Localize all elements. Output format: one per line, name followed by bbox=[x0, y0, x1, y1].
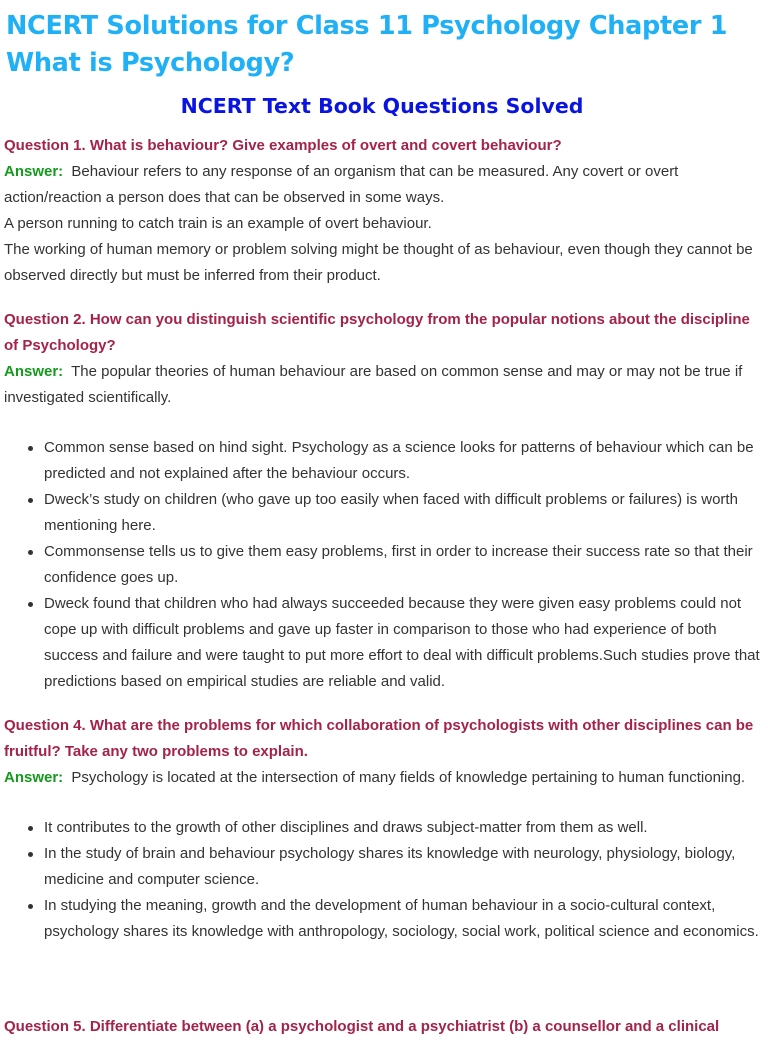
bullet-dot-icon bbox=[28, 852, 33, 857]
bullet-dot-icon bbox=[28, 904, 33, 909]
page-title: NCERT Solutions for Class 11 Psychology Chapter 1 What is Psychology? bbox=[6, 11, 728, 78]
answer-body: The popular theories of human behaviour are based on common sense and may or may not be true if investigated scientifically. bbox=[4, 363, 743, 406]
answer-paragraph: The working of human memory or problem solving might be thought of as behaviour, even though they cannot be observed directly but must be inferred from their product. bbox=[4, 241, 753, 284]
qa-block-2 bbox=[4, 307, 760, 695]
qa-block-1 bbox=[4, 133, 760, 289]
answer-label: Answer: bbox=[4, 163, 64, 180]
answer-body: Psychology is located at the intersection of many fields of knowledge pertaining to human functioning. bbox=[71, 769, 746, 786]
cut-off-question: Question 5. Differentiate between (a) a psychologist and a psychiatrist (b) a counsellor and a clinical bbox=[4, 1018, 720, 1035]
bullet-dot-icon bbox=[28, 550, 33, 555]
bullet-dot-icon bbox=[28, 498, 33, 503]
bullet-dot-icon bbox=[28, 602, 33, 607]
answer-label: Answer: bbox=[4, 363, 64, 380]
answer-text bbox=[4, 159, 760, 211]
list-item: Common sense based on hind sight. Psychology as a science looks for patterns of behaviour which can be predicted and not explained after the behaviour occurs. bbox=[44, 435, 760, 487]
answer-text bbox=[4, 359, 760, 411]
question-heading: Question 1. What is behaviour? Give examples of overt and covert behaviour? bbox=[4, 137, 562, 154]
list-item: Dweck found that children who had always succeeded because they were given easy problems could not cope up with difficult problems and gave up faster in comparison to those who had experience of both success and failure and were taught to put more effort to deal with difficult problems.Such studies prove that predictions based on empirical studies are reliable and valid. bbox=[44, 591, 760, 695]
bullet-list bbox=[4, 435, 760, 695]
qa-block-4 bbox=[4, 713, 760, 945]
list-item: Commonsense tells us to give them easy problems, first in order to increase their success rate so that their confidence goes up. bbox=[44, 539, 760, 591]
question-heading: Question 2. How can you distinguish scientific psychology from the popular notions about the discipline of Psychology? bbox=[4, 311, 750, 354]
list-item: In the study of brain and behaviour psychology shares its knowledge with neurology, physiology, biology, medicine and computer science. bbox=[44, 841, 760, 893]
answer-label: Answer: bbox=[4, 769, 64, 786]
bullet-dot-icon bbox=[28, 826, 33, 831]
answer-body: Behaviour refers to any response of an organism that can be measured. Any covert or overt action/reaction a person does that can be observed in some ways. bbox=[4, 163, 679, 206]
section-subtitle: NCERT Text Book Questions Solved bbox=[180, 94, 584, 118]
list-item: In studying the meaning, growth and the development of human behaviour in a socio-cultural context, psychology shares its knowledge with anthropology, sociology, social work, political science and economics. bbox=[44, 893, 760, 945]
list-item: Dweck’s study on children (who gave up too easily when faced with difficult problems or failures) is worth mentioning here. bbox=[44, 487, 760, 539]
bullet-list bbox=[4, 815, 760, 945]
list-item: It contributes to the growth of other disciplines and draws subject-matter from them as well. bbox=[44, 815, 760, 841]
answer-paragraph: A person running to catch train is an example of overt behaviour. bbox=[4, 215, 432, 232]
bullet-dot-icon bbox=[28, 446, 33, 451]
answer-text bbox=[4, 765, 760, 791]
question-heading: Question 4. What are the problems for which collaboration of psychologists with other disciplines can be fruitful? Take any two problems to explain. bbox=[4, 717, 754, 760]
